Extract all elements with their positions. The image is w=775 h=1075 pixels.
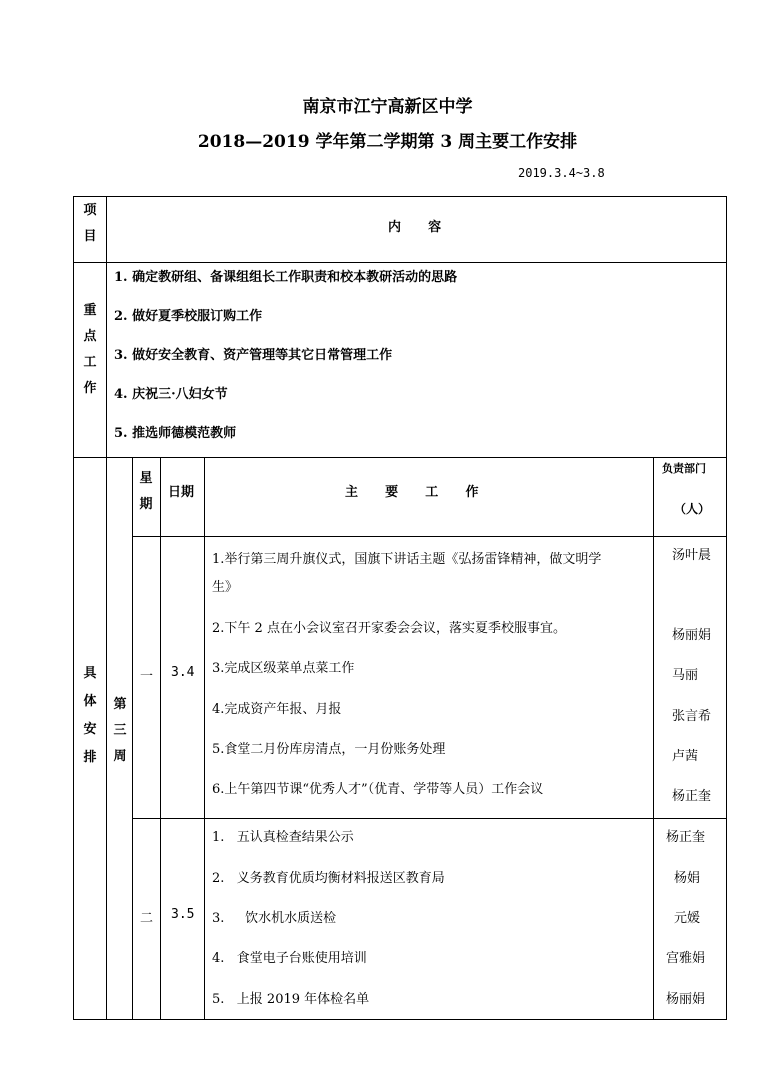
task-item: 4. 食堂电子台账使用培训 — [212, 951, 367, 966]
task-owner: 卢茜 — [672, 749, 699, 764]
task-item: 5. 上报 2019 年体检名单 — [212, 992, 370, 1007]
owner-header-sub: （人） — [674, 502, 711, 516]
task-owner: 元媛 — [674, 911, 701, 926]
row-divider — [132, 818, 727, 819]
key-work-item: 4. 庆祝三·八妇女节 — [114, 387, 228, 402]
item-header: 项 目 — [83, 203, 97, 244]
task-owner: 杨正奎 — [666, 830, 706, 845]
row-divider — [132, 536, 727, 537]
key-work-item: 1. 确定教研组、备课组组长工作职责和校本教研活动的思路 — [114, 270, 458, 285]
key-work-item: 3. 做好安全教育、资产管理等其它日常管理工作 — [114, 348, 393, 363]
col-divider — [106, 457, 107, 1020]
document-title: 2018—2019 学年第二学期第 3 周主要工作安排 — [197, 132, 578, 152]
task-owner: 杨丽娟 — [666, 992, 706, 1007]
date-range: 2019.3.4~3.8 — [518, 166, 605, 180]
weekday-cell: 一 — [140, 669, 154, 684]
key-work-item: 5. 推选师德模范教师 — [114, 426, 237, 441]
task-item: 6.上午第四节课“优秀人才”（优青、学带等人员）工作会议 — [212, 782, 544, 797]
task-owner: 宫雅娟 — [666, 951, 706, 966]
date-cell: 3.4 — [171, 665, 195, 680]
task-owner: 杨娟 — [674, 871, 701, 886]
task-owner: 汤叶晨 — [672, 548, 712, 563]
task-item-cont: 生》 — [212, 580, 239, 595]
col-divider — [132, 457, 133, 1020]
schedule-label: 具 体 安 排 — [83, 666, 97, 765]
task-owner: 杨丽娟 — [672, 628, 712, 643]
owner-header: 负责部门 — [662, 462, 706, 475]
col-divider — [106, 196, 107, 457]
date-cell: 3.5 — [171, 907, 195, 922]
content-header: 内 容 — [388, 220, 442, 235]
row-divider — [73, 262, 727, 263]
col-divider — [160, 457, 161, 1020]
task-item: 1. 五认真检查结果公示 — [212, 830, 354, 845]
task-owner: 张言希 — [672, 709, 712, 724]
key-work-item: 2. 做好夏季校服订购工作 — [114, 309, 263, 324]
task-item: 1.举行第三周升旗仪式，国旗下讲话主题《弘扬雷锋精神，做文明学 — [212, 552, 602, 567]
weekday-header: 星 期 — [139, 471, 153, 512]
task-item: 3. 饮水机水质送检 — [212, 911, 337, 926]
task-item: 2. 义务教育优质均衡材料报送区教育局 — [212, 871, 445, 886]
row-divider — [73, 457, 727, 458]
week-label: 第 三 周 — [113, 697, 127, 764]
key-work-label: 重 点 工 作 — [83, 303, 97, 396]
task-item: 4.完成资产年报、月报 — [212, 702, 342, 717]
task-item: 2.下午 2 点在小会议室召开家委会会议，落实夏季校服事宜。 — [212, 621, 566, 636]
date-header: 日期 — [168, 485, 195, 500]
task-owner: 杨正奎 — [672, 789, 712, 804]
main-work-header: 主 要 工 作 — [345, 485, 479, 500]
weekday-cell: 二 — [140, 911, 154, 926]
task-item: 5.食堂二月份库房清点，一月份账务处理 — [212, 742, 446, 757]
col-divider — [653, 457, 654, 1020]
col-divider — [204, 457, 205, 1020]
task-item: 3.完成区级菜单点菜工作 — [212, 661, 355, 676]
task-owner: 马丽 — [672, 668, 699, 683]
school-title: 南京市江宁高新区中学 — [302, 97, 473, 117]
